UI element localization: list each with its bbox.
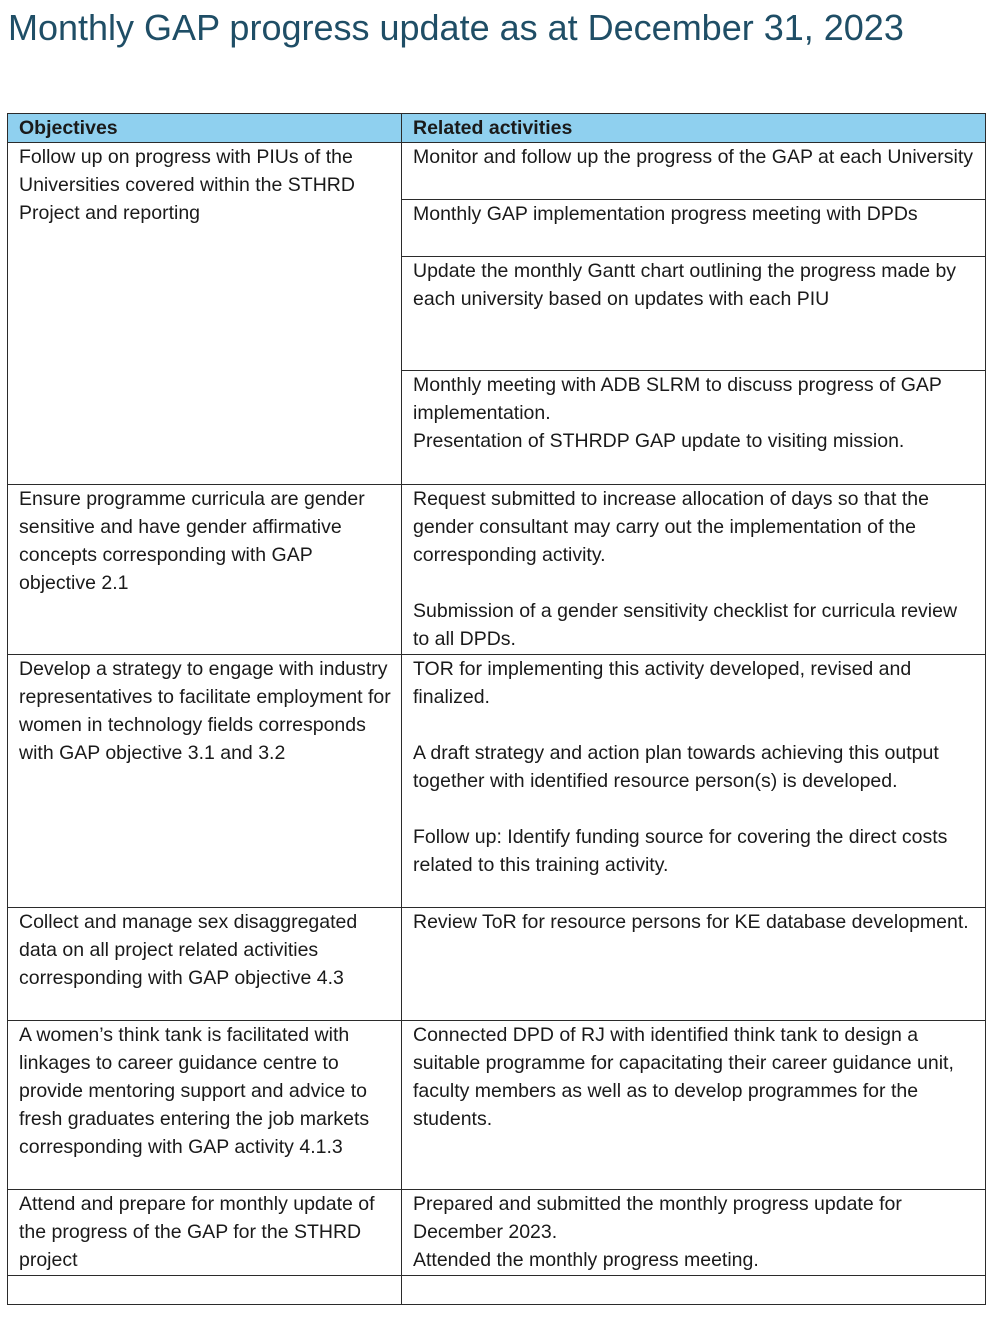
activity-cell <box>402 200 986 257</box>
activity-cell <box>402 371 986 485</box>
activity-text: Presentation of STHRDP GAP update to visiting mission. <box>413 430 905 452</box>
activity-cell <box>402 1021 986 1190</box>
table-row <box>8 1190 986 1276</box>
activity-text: Attended the monthly progress meeting. <box>413 1249 759 1271</box>
objective-cell <box>8 655 402 908</box>
page-title: Monthly GAP progress update as at December 31, 2023 <box>8 7 904 48</box>
activity-text: Monthly meeting with ADB SLRM to discuss progress of GAP implementation. <box>413 374 947 424</box>
objective-cell <box>8 143 402 485</box>
activity-text: TOR for implementing this activity developed, revised and finalized. <box>413 658 917 708</box>
objective-cell <box>8 1021 402 1190</box>
table-row <box>8 908 986 1021</box>
objective-cell <box>8 1190 402 1276</box>
table-row <box>8 1021 986 1190</box>
activity-text: A draft strategy and action plan towards achieving this output together with identified resource person(s) is developed. <box>413 742 945 792</box>
activity-text: Request submitted to increase allocation of days so that the gender consultant may carry out the implementation of the corresponding activity. <box>413 488 935 566</box>
activity-cell <box>402 655 986 908</box>
activity-text: Connected DPD of RJ with identified think tank to design a suitable programme for capacitating their career guidance unit, faculty members as well as to develop programmes for the students. <box>413 1024 954 1130</box>
table-row <box>8 1276 986 1305</box>
activity-cell <box>402 1190 986 1276</box>
table-row <box>8 485 986 655</box>
header-related-activities: Related activities <box>402 114 986 143</box>
objective-text: Develop a strategy to engage with industry representatives to facilitate employment for women in technology fields corresponds with GAP objective 3.1 and 3.2 <box>19 658 391 764</box>
table-row <box>8 143 986 200</box>
activity-text: Review ToR for resource persons for KE database development. <box>413 911 969 933</box>
activity-cell <box>402 908 986 1021</box>
activity-text: Monthly GAP implementation progress meeting with DPDs <box>413 203 918 225</box>
activity-cell <box>402 257 986 371</box>
activity-cell <box>402 485 986 655</box>
table-header-row <box>8 114 986 143</box>
gap-progress-table <box>7 113 986 1305</box>
objective-text: Follow up on progress with PIUs of the Universities covered within the STHRD Project and reporting <box>19 146 355 224</box>
objective-text: Attend and prepare for monthly update of the progress of the GAP for the STHRD project <box>19 1193 375 1271</box>
activity-cell <box>402 1276 986 1305</box>
activity-text: Update the monthly Gantt chart outlining the progress made by each university based on updates with each PIU <box>413 260 957 310</box>
objective-text: A women’s think tank is facilitated with linkages to career guidance centre to provide mentoring support and advice to fresh graduates entering the job markets corresponding with GAP activity 4.1.3 <box>19 1024 370 1158</box>
objective-text: Ensure programme curricula are gender sensitive and have gender affirmative concepts corresponding with GAP objective 2.1 <box>19 488 365 594</box>
activity-text: Prepared and submitted the monthly progress update for December 2023. <box>413 1193 908 1243</box>
objective-text: Collect and manage sex disaggregated data on all project related activities corresponding with GAP objective 4.3 <box>19 911 358 989</box>
objective-cell <box>8 485 402 655</box>
header-objectives: Objectives <box>8 114 402 143</box>
table-row <box>8 655 986 908</box>
activity-text: Follow up: Identify funding source for covering the direct costs related to this training activity. <box>413 826 953 876</box>
activity-cell <box>402 143 986 200</box>
activity-text: Monitor and follow up the progress of the GAP at each University <box>413 146 974 168</box>
objective-cell <box>8 908 402 1021</box>
objective-cell <box>8 1276 402 1305</box>
activity-text: Submission of a gender sensitivity checklist for curricula review to all DPDs. <box>413 600 963 650</box>
